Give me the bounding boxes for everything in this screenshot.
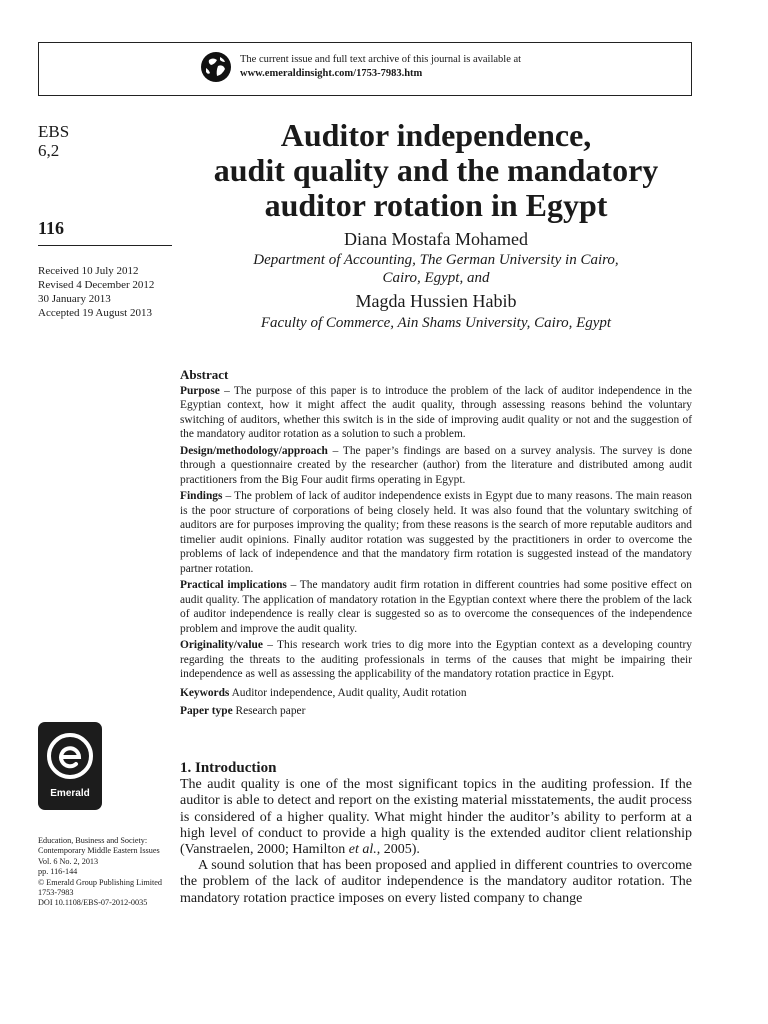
originality-text: – This research work tries to dig more into the Egyptian context as a developing country regarding the threats to the auditing professionals in terms of the causes that might be impairing their independence as well as assessing the applicability of the mandatory rotation practice in Egypt. xyxy=(180,639,692,680)
keywords-label: Keywords xyxy=(180,686,230,699)
title-line: auditor rotation in Egypt xyxy=(264,187,608,223)
journal-volume: 6,2 xyxy=(38,141,60,160)
title-line: audit quality and the mandatory xyxy=(213,152,659,188)
abstract-design xyxy=(180,444,692,488)
banner-line: The current issue and full text archive of this journal is available at xyxy=(240,54,522,65)
date-line: 30 January 2013 xyxy=(38,293,111,305)
design-text: – The paper’s findings are based on a survey analysis. The survey is done through a questionnaire created by the researcher (author) from the literature and distributed among audit practitioners from the Big Four audit firms operating in Egypt. xyxy=(180,444,692,486)
pubinfo-line: Contemporary Middle Eastern Issues xyxy=(38,846,160,856)
received-dates xyxy=(38,264,154,320)
banner-text xyxy=(240,53,521,81)
introduction-section xyxy=(180,760,692,907)
keywords xyxy=(180,686,692,701)
affiliation-line: Cairo, Egypt, and xyxy=(382,270,490,286)
date-line: Revised 4 December 2012 xyxy=(38,279,155,291)
etal-text: et al. xyxy=(348,842,377,858)
pubinfo-line: pp. 116-144 xyxy=(38,867,78,877)
findings-text: – The problem of lack of auditor independence exists in Egypt due to many reasons. The main reason is the poor structure of corporations of being closely held. It was also found that the voluntary switching of auditors are for purposes improving the quality; from these reasons is the search of more reputable auditors and timelier audit opinions. Finally auditor rotation was suggested by the practitioners in order to overcome the problems of lack of independence and that the mandatory firm rotation is suggested instead of the mandatory partner rotation. xyxy=(180,490,692,575)
abstract-findings xyxy=(180,489,692,576)
practical-label: Practical implications xyxy=(180,579,287,591)
author-name: Magda Hussien Habib xyxy=(355,291,517,311)
globe-icon xyxy=(200,51,232,83)
author-affiliation xyxy=(180,314,692,332)
practical-text: – The mandatory audit firm rotation in different countries had some positive effect on audit quality. The application of mandatory rotation in the Egyptian context where there the problem of the lack of auditor independence is really clear is suggested so as to overcome the consequences of the independence problem and improve the audit quality. xyxy=(180,579,692,635)
journal-url-link[interactable]: www.emeraldinsight.com/1753-7983.htm xyxy=(240,68,423,79)
pubinfo-line: Education, Business and Society: xyxy=(38,836,148,845)
findings-label: Findings xyxy=(180,490,223,502)
page-number: 116 xyxy=(38,218,65,238)
keywords-text: Auditor independence, Audit quality, Audit rotation xyxy=(229,686,467,699)
journal-abbrev: EBS xyxy=(38,122,70,141)
abstract-originality xyxy=(180,638,692,682)
date-line: Accepted 19 August 2013 xyxy=(38,307,152,319)
introduction-heading: 1. Introduction xyxy=(180,760,277,776)
paper-type-text: Research paper xyxy=(232,705,306,717)
journal-code xyxy=(38,122,69,160)
publication-info xyxy=(38,836,178,909)
originality-label: Originality/value xyxy=(180,639,263,651)
pubinfo-line: Vol. 6 No. 2, 2013 xyxy=(38,856,99,866)
title-line: Auditor independence, xyxy=(280,117,592,153)
affiliation-line: Department of Accounting, The German University in Cairo, xyxy=(253,252,619,268)
date-line: Received 10 July 2012 xyxy=(38,265,139,277)
purpose-text: – The purpose of this paper is to introduce the problem of the lack of auditor independence in the Egyptian context, how it might affect the audit quality, through assessing reasons behind the voluntary switching of auditors, whether this switch is in the side of improving audit quality or not and the suggestion of the mandatory auditor rotation as a solution to such a problem. xyxy=(180,384,692,440)
abstract-section xyxy=(180,368,692,721)
intro-paragraph: A sound solution that has been proposed and applied in different countries to overcome the problem of the lack of auditor independence is the mandatory auditor rotation. The mandatory rotation practice imposes on every listed company to change xyxy=(180,858,692,906)
intro-paragraph xyxy=(180,777,692,858)
logo-label: Emerald xyxy=(50,788,90,799)
design-label: Design/methodology/approach xyxy=(180,444,328,457)
intro-text: , 2005). xyxy=(376,842,420,858)
pubinfo-line: © Emerald Group Publishing Limited xyxy=(38,877,163,887)
paper-title xyxy=(180,118,692,223)
author-affiliation xyxy=(180,251,692,287)
divider xyxy=(38,245,172,246)
pubinfo-line: DOI 10.1108/EBS-07-2012-0035 xyxy=(38,898,148,908)
paper-type-label: Paper type xyxy=(180,705,233,717)
purpose-label: Purpose xyxy=(180,384,220,397)
pubinfo-line: 1753-7983 xyxy=(38,888,74,898)
paper-type xyxy=(180,704,692,719)
affiliation-line: Faculty of Commerce, Ain Shams University, Cairo, Egypt xyxy=(260,315,612,331)
abstract-purpose xyxy=(180,384,692,442)
emerald-e-icon xyxy=(38,726,102,790)
abstract-heading: Abstract xyxy=(180,367,229,382)
intro-text: The audit quality is one of the most significant topics in the auditing profession. If the auditor is able to detect and report on the existing material misstatements, the audit process is considered of a higher quality. What might hinder the auditor’s ability to perform at a high level of conduct to provide a high quality is the extended auditor client relationship (Vanstraelen, 2000; Hamilton xyxy=(180,777,692,858)
author-name: Diana Mostafa Mohamed xyxy=(344,229,528,249)
abstract-practical xyxy=(180,578,692,636)
